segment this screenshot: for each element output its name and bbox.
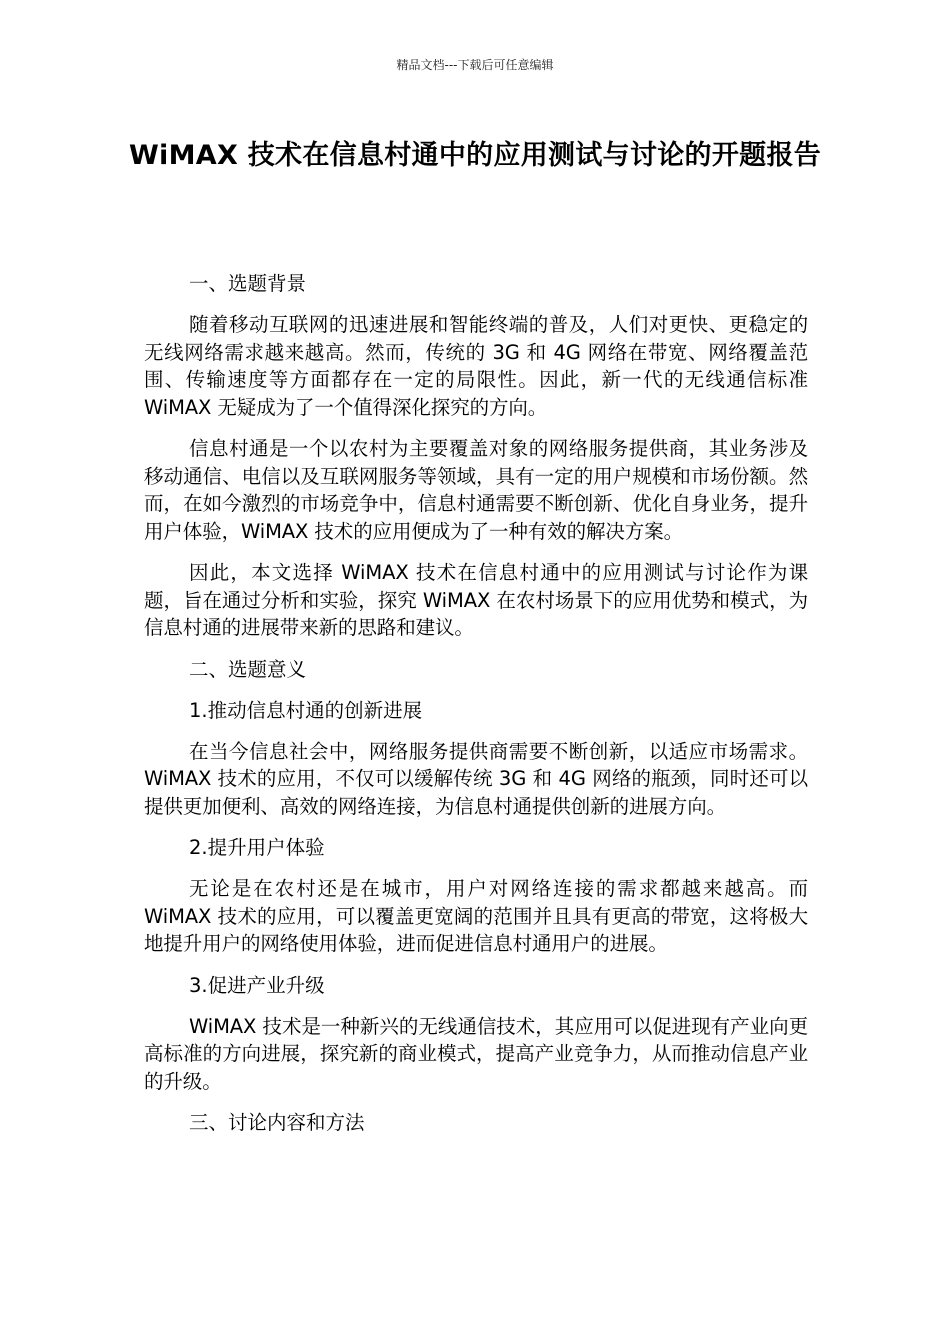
subheading-user-experience: 2.提升用户体验 [189, 836, 325, 859]
document-body [144, 270, 808, 1150]
section-heading-content-methods: 三、讨论内容和方法 [189, 1111, 365, 1134]
document-title: WiMAX 技术在信息村通中的应用测试与讨论的开题报告 [128, 140, 822, 171]
subheading-industry-upgrade: 3.促进产业升级 [189, 973, 325, 997]
paragraph: 随着移动互联网的迅速进展和智能终端的普及，人们对更快、更稳定的无线网络需求越来越高。然而，传统的 3G 和 4G 网络在带宽、网络覆盖范围、传输速度等方面都存在一定的局限性。因此，新一代的无线通信标准 WiMAX 无疑成为了一个值得深化探究的方向。 [144, 313, 808, 419]
paragraph: 信息村通是一个以农村为主要覆盖对象的网络服务提供商，其业务涉及移动通信、电信以及互联网服务等领域，具有一定的用户规模和市场份额。然而，在如今激烈的市场竞争中，信息村通需要不断创新、优化自身业务，提升用户体验，WiMAX 技术的应用便成为了一种有效的解决方案。 [144, 437, 808, 543]
subheading-innovation: 1.推动信息村通的创新进展 [189, 698, 423, 722]
paragraph: 因此，本文选择 WiMAX 技术在信息村通中的应用测试与讨论作为课题，旨在通过分析和实验，探究 WiMAX 在农村场景下的应用优势和模式，为信息村通的进展带来新的思路和建议。 [144, 561, 808, 639]
header-note: 精品文档---下载后可任意编辑 [396, 58, 554, 72]
paragraph: 在当今信息社会中，网络服务提供商需要不断创新，以适应市场需求。WiMAX 技术的应用，不仅可以缓解传统 3G 和 4G 网络的瓶颈，同时还可以提供更加便利、高效的网络连接，为信息村通提供创新的进展方向。 [144, 739, 808, 818]
paragraph: WiMAX 技术是一种新兴的无线通信技术，其应用可以促进现有产业向更高标准的方向进展，探究新的商业模式，提高产业竞争力，从而推动信息产业的升级。 [144, 1014, 808, 1093]
section-heading-background: 一、选题背景 [189, 272, 307, 295]
paragraph: 无论是在农村还是在城市，用户对网络连接的需求都越来越高。而 WiMAX 技术的应用，可以覆盖更宽阔的范围并且具有更高的带宽，这将极大地提升用户的网络使用体验，进而促进信息村通用户的进展。 [144, 877, 808, 955]
section-heading-significance: 二、选题意义 [189, 657, 307, 681]
